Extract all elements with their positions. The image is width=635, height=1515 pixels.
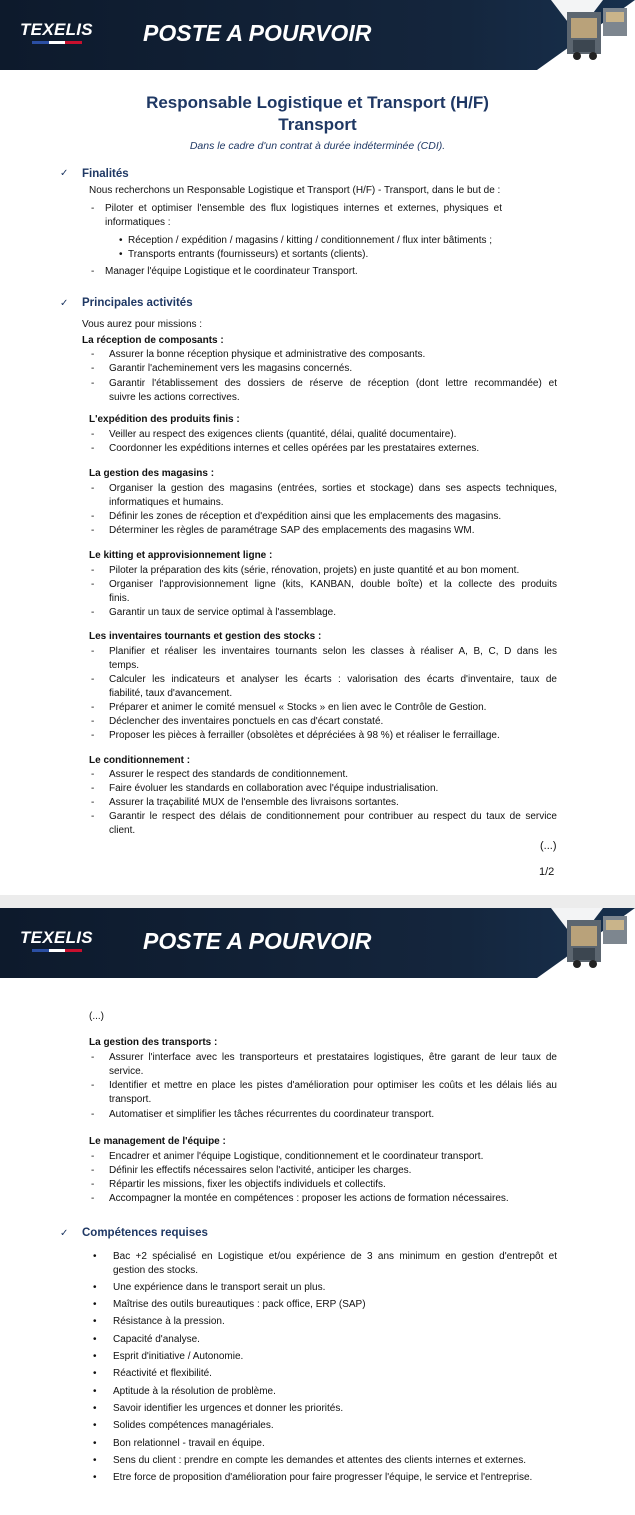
section-heading-activites: Principales activités <box>82 297 193 309</box>
dash-marker: - <box>91 811 95 822</box>
banner-title: POSTE A POURVOIR <box>143 928 372 954</box>
competence-item: Sens du client : prendre en compte les demandes et attentes des clients internes et externes. <box>113 1455 527 1466</box>
dash-marker: - <box>91 363 95 374</box>
activity-line: Calculer les indicateurs et analyser les écarts : valorisation des écarts d'inventaire, taux de <box>109 674 557 685</box>
company-logo: TEXELIS <box>20 928 93 947</box>
dash-marker: - <box>91 1151 95 1162</box>
bullet-marker: • <box>93 1251 97 1262</box>
activity-line: Accompagner la montée en compétences : proposer les actions de formation nécessaires. <box>109 1193 509 1204</box>
competence-item: Bon relationnel - travail en équipe. <box>113 1438 265 1449</box>
competence-item: Résistance à la pression. <box>113 1316 225 1327</box>
bullet-marker: • <box>93 1368 97 1379</box>
subsection-title: L'expédition des produits finis : <box>89 414 240 425</box>
subsection-title: Les inventaires tournants et gestion des stocks : <box>89 631 322 642</box>
activity-line: Définir les zones de réception et d'expédition ainsi que les emplacements des magasins. <box>109 511 502 522</box>
competence-item: Bac +2 spécialisé en Logistique et/ou expérience de 3 ans minimum en gestion d'entrepôt et <box>113 1251 557 1262</box>
dash-marker: - <box>91 1193 95 1204</box>
dash-marker: - <box>91 579 95 590</box>
activity-line: Encadrer et animer l'équipe Logistique, conditionnement et le coordinateur transport. <box>109 1151 484 1162</box>
dash-marker: - <box>91 607 95 618</box>
dash-marker: - <box>91 702 95 713</box>
activity-line: Définir les effectifs nécessaires selon l'activité, anticiper les charges. <box>109 1165 412 1176</box>
page-number: 1/2 <box>539 866 555 878</box>
activity-line: Garantir un taux de service optimal à l'assemblage. <box>109 607 337 618</box>
dash-marker: - <box>91 349 95 360</box>
subsection-title: La gestion des transports : <box>89 1037 218 1048</box>
dash-marker: - <box>91 646 95 657</box>
flag-stripe <box>32 949 82 952</box>
activity-line: Planifier et réaliser les inventaires tournants selon les classes à réaliser A, B, C, D dans les <box>109 646 557 657</box>
competence-item: gestion des stocks. <box>113 1265 199 1276</box>
competence-item: Esprit d'initiative / Autonomie. <box>113 1351 244 1362</box>
bullet-marker: • <box>93 1386 97 1397</box>
bullet-marker: • <box>93 1299 97 1310</box>
dash-marker: - <box>91 1179 95 1190</box>
finalites-subitem: Réception / expédition / magasins / kitting / conditionnement / flux inter bâtiments ; <box>128 235 493 246</box>
dash-marker: - <box>91 1052 95 1063</box>
bullet-marker: • <box>93 1282 97 1293</box>
dash-marker: - <box>91 565 95 576</box>
activity-line: Assurer la bonne réception physique et administrative des composants. <box>109 349 426 360</box>
subsection-title: La gestion des magasins : <box>89 468 215 479</box>
activity-line: Piloter la préparation des kits (série, rénovation, projets) en juste quantité et au bon moment. <box>109 565 520 576</box>
vehicles-graphic-icon <box>537 0 635 70</box>
activity-line: informatiques et humains. <box>109 497 224 508</box>
check-icon: ✓ <box>60 1228 69 1239</box>
activity-line: Assurer la traçabilité MUX de l'ensemble des livraisons sortantes. <box>109 797 399 808</box>
header-banner <box>0 0 635 70</box>
job-department: Transport <box>278 115 357 134</box>
activity-line: Veiller au respect des exigences clients (quantité, délai, qualité documentaire). <box>109 429 457 440</box>
dash-marker: - <box>91 1109 95 1120</box>
competence-item: Solides compétences managériales. <box>113 1420 274 1431</box>
bullet-marker: • <box>93 1351 97 1362</box>
activity-line: Organiser l'approvisionnement ligne (kits, KANBAN, double boîte) et la collecte des produits <box>109 579 557 590</box>
activity-line: temps. <box>109 660 140 671</box>
dash-marker: - <box>91 443 95 454</box>
activity-line: client. <box>109 825 136 836</box>
activity-line: transport. <box>109 1094 152 1105</box>
bullet-marker: • <box>93 1455 97 1466</box>
activity-line: Coordonner les expéditions internes et celles opérées par les prestataires externes. <box>109 443 480 454</box>
continued-marker: (...) <box>89 1011 104 1022</box>
dash-marker: - <box>91 203 95 214</box>
activity-line: Garantir l'établissement des dossiers de réserve de réception (dont lettre recommandée) et <box>109 378 557 389</box>
activity-line: Déterminer les règles de paramétrage SAP des emplacements des magasins WM. <box>109 525 475 536</box>
dash-marker: - <box>91 674 95 685</box>
check-icon: ✓ <box>60 298 69 309</box>
section-heading-finalites: Finalités <box>82 168 129 180</box>
dash-marker: - <box>91 730 95 741</box>
finalites-item: informatiques : <box>105 217 171 228</box>
activity-line: Proposer les pièces à ferrailler (obsolètes et dépréciées à 98 %) et réaliser le ferraillage. <box>109 730 500 741</box>
dash-marker: - <box>91 266 95 277</box>
activites-intro: Vous aurez pour missions : <box>82 319 203 330</box>
job-title: Responsable Logistique et Transport (H/F) <box>146 93 489 112</box>
competence-item: Etre force de proposition d'amélioration pour faire progresser l'équipe, le service et l'entreprise. <box>113 1472 533 1483</box>
competence-item: Réactivité et flexibilité. <box>113 1368 212 1379</box>
activity-line: finis. <box>109 593 130 604</box>
dash-marker: - <box>91 769 95 780</box>
check-icon: ✓ <box>60 168 69 179</box>
activity-line: Automatiser et simplifier les tâches récurrentes du coordinateur transport. <box>109 1109 435 1120</box>
dash-marker: - <box>91 525 95 536</box>
dash-marker: - <box>91 716 95 727</box>
dash-marker: - <box>91 511 95 522</box>
competence-item: Maîtrise des outils bureautiques : pack office, ERP (SAP) <box>113 1299 366 1310</box>
company-logo: TEXELIS <box>20 20 93 39</box>
finalites-intro: Nous recherchons un Responsable Logistique et Transport (H/F) - Transport, dans le but de : <box>89 185 501 196</box>
activity-line: Garantir l'acheminement vers les magasins concernés. <box>109 363 353 374</box>
contract-type: Dans le cadre d'un contrat à durée indéterminée (CDI). <box>189 140 446 152</box>
dash-marker: - <box>91 429 95 440</box>
bullet-marker: • <box>93 1420 97 1431</box>
subsection-title: Le management de l'équipe : <box>89 1136 226 1147</box>
document-page-2 <box>0 908 635 1515</box>
activity-line: Organiser la gestion des magasins (entrées, sorties et stockage) dans ses aspects techniques, <box>109 483 557 494</box>
finalites-item: Manager l'équipe Logistique et le coordinateur Transport. <box>105 266 358 277</box>
flag-stripe <box>32 41 82 44</box>
dash-marker: - <box>91 783 95 794</box>
section-heading-competences: Compétences requises <box>82 1227 208 1239</box>
activity-line: Garantir le respect des délais de conditionnement pour contribuer au respect du taux de service <box>109 811 557 822</box>
activity-line: suivre les actions correctives. <box>109 392 240 403</box>
dash-marker: - <box>91 1080 95 1091</box>
competence-item: Aptitude à la résolution de problème. <box>113 1386 276 1397</box>
continued-marker: (...) <box>540 840 557 852</box>
competence-item: Une expérience dans le transport serait un plus. <box>113 1282 326 1293</box>
activity-line: Assurer le respect des standards de conditionnement. <box>109 769 349 780</box>
banner-title: POSTE A POURVOIR <box>143 20 372 46</box>
bullet-marker: • <box>93 1403 97 1414</box>
activity-line: Déclencher des inventaires ponctuels en cas d'écart constaté. <box>109 716 384 727</box>
subsection-title: Le kitting et approvisionnement ligne : <box>89 550 273 561</box>
activity-line: Assurer l'interface avec les transporteurs et prestataires logistiques, être garant de leur taux de <box>109 1052 557 1063</box>
vehicles-graphic-icon <box>537 908 635 978</box>
bullet-marker: • <box>93 1472 97 1483</box>
activity-line: Répartir les missions, fixer les objectifs individuels et collectifs. <box>109 1179 386 1190</box>
bullet-marker: • <box>119 249 123 260</box>
bullet-marker: • <box>93 1334 97 1345</box>
dash-marker: - <box>91 1165 95 1176</box>
bullet-marker: • <box>93 1438 97 1449</box>
dash-marker: - <box>91 797 95 808</box>
dash-marker: - <box>91 378 95 389</box>
activity-line: Faire évoluer les standards en collaboration avec l'équipe industrialisation. <box>109 783 439 794</box>
activity-line: Identifier et mettre en place les pistes d'amélioration pour optimiser les coûts et les délais liés au <box>109 1080 557 1091</box>
activity-line: fiabilité, taux d'avancement. <box>109 688 233 699</box>
bullet-marker: • <box>119 235 123 246</box>
subsection-title: La réception de composants : <box>82 335 224 346</box>
activity-line: Préparer et animer le comité mensuel « Stocks » en lien avec le Contrôle de Gestion. <box>109 702 487 713</box>
bullet-marker: • <box>93 1316 97 1327</box>
finalites-subitem: Transports entrants (fournisseurs) et sortants (clients). <box>128 249 369 260</box>
subsection-title: Le conditionnement : <box>89 755 191 766</box>
header-banner <box>0 908 635 978</box>
competence-item: Capacité d'analyse. <box>113 1334 200 1345</box>
competence-item: Savoir identifier les urgences et donner les priorités. <box>113 1403 344 1414</box>
dash-marker: - <box>91 483 95 494</box>
activity-line: service. <box>109 1066 144 1077</box>
finalites-item: Piloter et optimiser l'ensemble des flux logistiques internes et externes, physiques et <box>105 203 502 214</box>
